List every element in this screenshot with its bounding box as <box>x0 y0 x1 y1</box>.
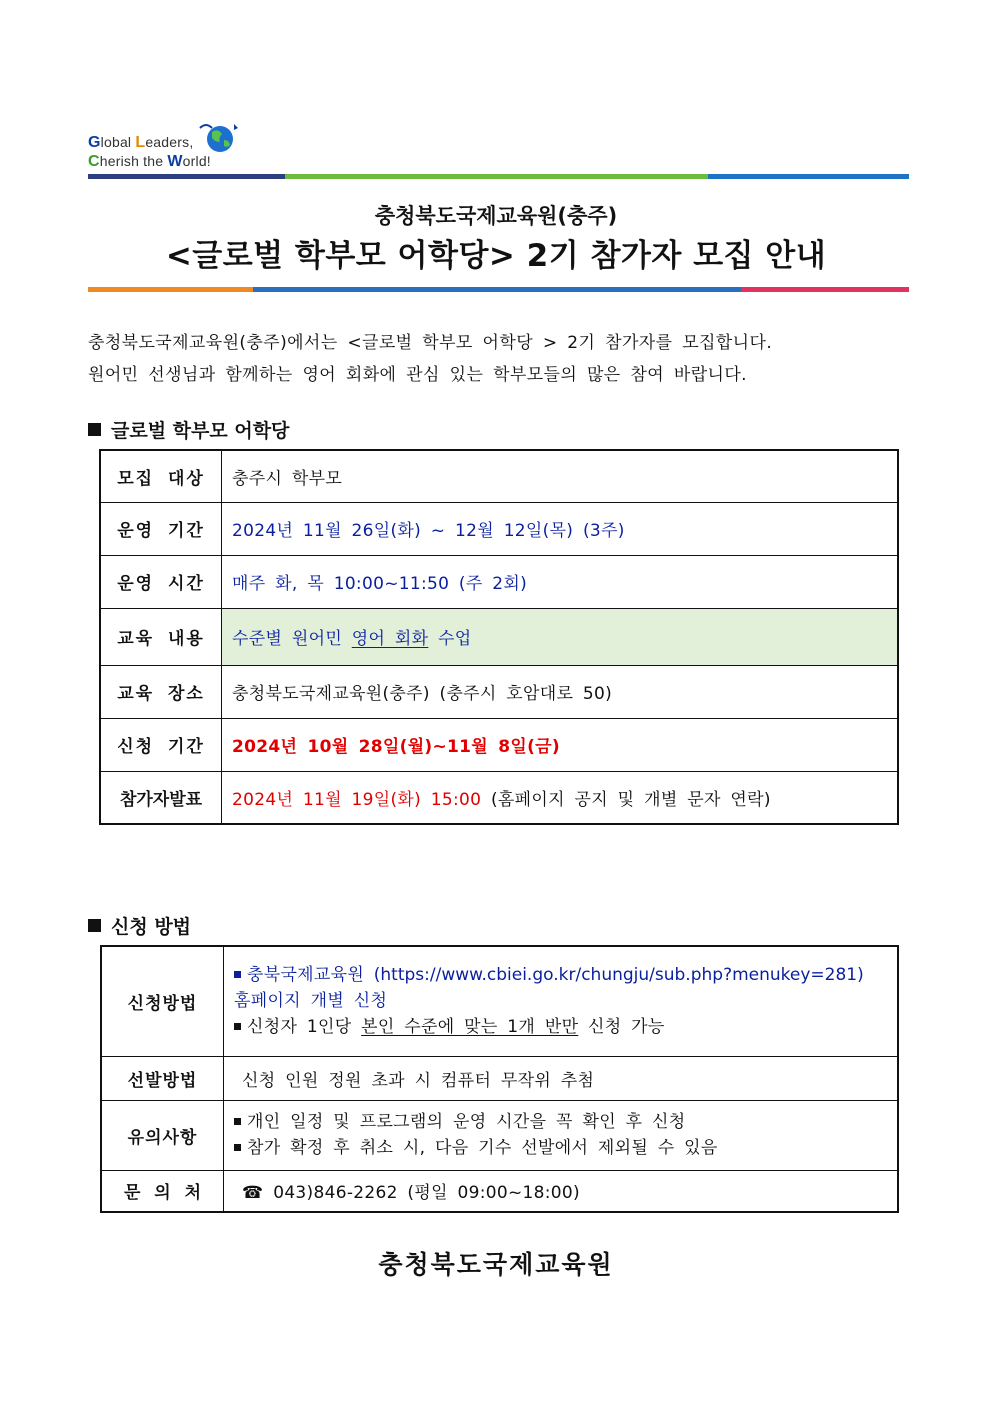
row-key: 신청방법 <box>101 946 224 1056</box>
notice-line-1: 개인 일정 및 프로그램의 운영 시간을 꼭 확인 후 신청 <box>234 1109 897 1135</box>
table-row <box>100 665 898 718</box>
logo <box>88 122 238 174</box>
table-row <box>100 771 898 824</box>
table-row <box>100 502 898 555</box>
top-bar-segment-1 <box>88 174 285 179</box>
apply-line-2: 홈페이지 개별 신청 <box>234 991 388 1012</box>
intro-line-2: 원어민 선생님과 함께하는 영어 회화에 관심 있는 학부모들의 많은 참여 바랍니다. <box>88 365 747 385</box>
row-key: 유의사항 <box>101 1100 224 1170</box>
table-row <box>101 946 898 1056</box>
phone-icon: ☎ <box>242 1183 264 1204</box>
square-bullet-icon <box>234 1023 241 1030</box>
row-value: 수준별 원어민 영어 회화 수업 <box>222 608 899 665</box>
square-bullet-icon <box>234 1144 241 1151</box>
row-value: 2024년 11월 26일(화) ~ 12월 12일(목) (3주) <box>222 502 899 555</box>
top-bar-segment-2 <box>285 174 708 179</box>
page-title: <글로벌 학부모 어학당> 2기 참가자 모집 안내 <box>165 238 827 274</box>
row-value: 신청 인원 정원 초과 시 컴퓨터 무작위 추첨 <box>224 1056 899 1100</box>
apply-line-3: 신청자 1인당 본인 수준에 맞는 1개 반만 신청 가능 <box>234 1014 897 1040</box>
table-row <box>100 450 898 502</box>
square-bullet-icon <box>88 423 101 436</box>
footer-org: 충청북도국제교육원 <box>378 1250 614 1279</box>
org-title: 충청북도국제교육원(충주) <box>374 204 618 228</box>
row-value: 충청북도국제교육원(충주) (충주시 호암대로 50) <box>222 665 899 718</box>
row-value: ☎ 043)846-2262 (평일 09:00~18:00) <box>224 1170 899 1212</box>
row-value <box>224 1100 899 1170</box>
table-row <box>101 1100 898 1170</box>
top-bar-segment-3 <box>708 174 909 179</box>
row-key: 선발방법 <box>101 1056 224 1100</box>
row-key: 운영 시간 <box>100 555 222 608</box>
table-row <box>101 1170 898 1212</box>
apply-line-1: 충북국제교육원 (https://www.cbiei.go.kr/chungju/sub.php?menukey=281) <box>234 962 897 988</box>
row-value: 충주시 학부모 <box>222 450 899 502</box>
row-key: 문 의 처 <box>101 1170 224 1212</box>
globe-icon <box>196 122 240 156</box>
intro-line-1: 충청북도국제교육원(충주)에서는 <글로벌 학부모 어학당 > 2기 참가자를 모집합니다. <box>88 333 773 353</box>
row-value <box>224 946 899 1056</box>
row-value: 2024년 11월 19일(화) 15:00 (홈페이지 공지 및 개별 문자 연락) <box>222 771 899 824</box>
row-value: 매주 화, 목 10:00~11:50 (주 2회) <box>222 555 899 608</box>
table-row <box>101 1056 898 1100</box>
mid-bar-segment-2 <box>253 287 741 292</box>
row-key: 참가자발표 <box>100 771 222 824</box>
section-heading-program: 글로벌 학부모 어학당 <box>88 416 289 443</box>
logo-line2: Cherish the World! <box>88 153 211 170</box>
logo-line1: Global Leaders, <box>88 134 194 151</box>
row-key: 교육 장소 <box>100 665 222 718</box>
table-row <box>100 608 898 665</box>
homepage-link[interactable]: (https://www.cbiei.go.kr/chungju/sub.php?menukey=281) <box>373 965 864 986</box>
table-row <box>100 555 898 608</box>
row-key: 운영 기간 <box>100 502 222 555</box>
section-heading-apply: 신청 방법 <box>88 912 191 939</box>
table-row <box>100 718 898 771</box>
square-bullet-icon <box>88 919 101 932</box>
row-key: 교육 내용 <box>100 608 222 665</box>
square-bullet-icon <box>234 971 241 978</box>
mid-bar-segment-1 <box>88 287 253 292</box>
application-info-table <box>100 945 899 1213</box>
program-info-table <box>99 449 899 825</box>
square-bullet-icon <box>234 1118 241 1125</box>
mid-bar-segment-3 <box>741 287 909 292</box>
notice-line-2: 참가 확정 후 취소 시, 다음 기수 선발에서 제외될 수 있음 <box>234 1135 897 1161</box>
row-key: 신청 기간 <box>100 718 222 771</box>
row-value: 2024년 10월 28일(월)~11월 8일(금) <box>222 718 899 771</box>
row-key: 모집 대상 <box>100 450 222 502</box>
